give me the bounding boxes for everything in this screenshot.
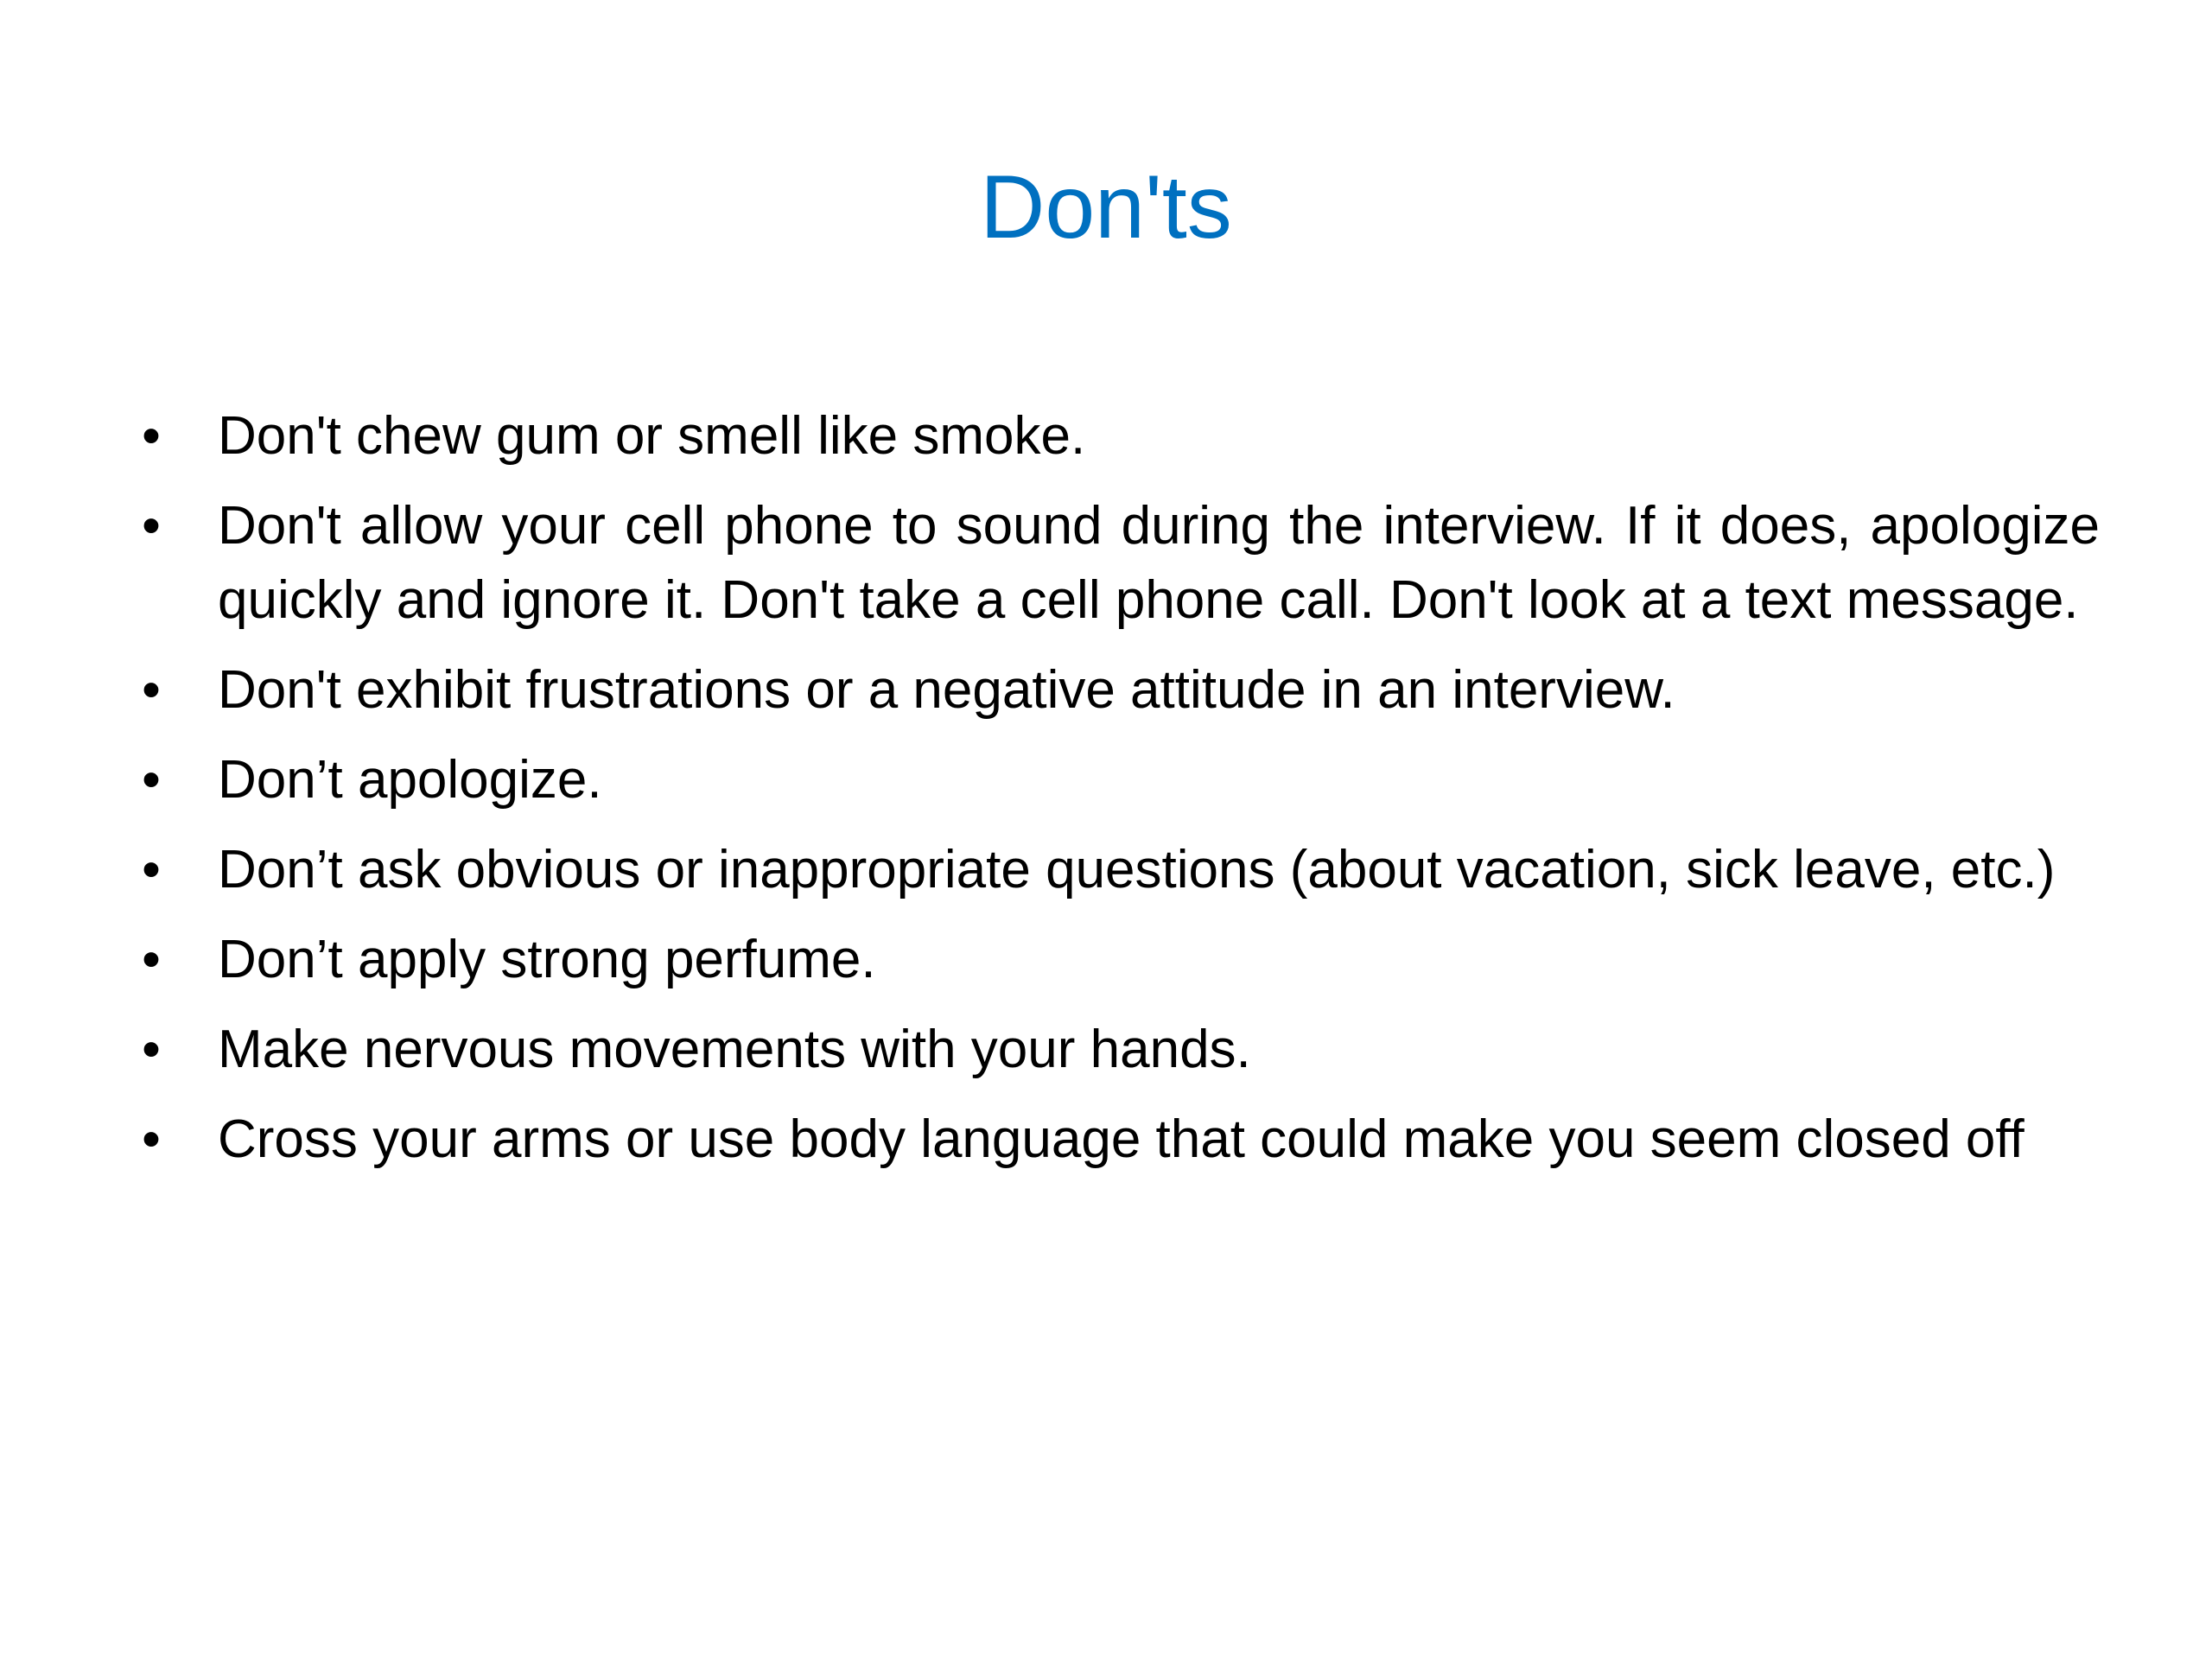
bullet-icon: • — [142, 1109, 161, 1169]
list-item — [121, 1103, 2100, 1177]
slide-title: Don'ts — [980, 157, 1232, 257]
bullet-icon: • — [142, 840, 161, 899]
bullet-text: Don't chew gum or smell like smoke. — [218, 406, 1086, 466]
bullet-icon: • — [142, 496, 161, 556]
bullet-text: Cross your arms or use body language that could make you seem closed off — [218, 1109, 2024, 1169]
list-item — [121, 833, 2100, 907]
list-item — [121, 1013, 2100, 1087]
bullet-list — [121, 399, 2100, 1192]
list-item — [121, 489, 2100, 638]
bullet-text: Don’t ask obvious or inappropriate questions (about vacation, sick leave, etc.) — [218, 840, 2056, 899]
bullet-icon: • — [142, 930, 161, 989]
bullet-text: Don’t apologize. — [218, 750, 602, 810]
list-item — [121, 399, 2100, 474]
list-item — [121, 653, 2100, 728]
list-item — [121, 923, 2100, 997]
bullet-icon: • — [142, 406, 161, 466]
bullet-text: Don’t apply strong perfume. — [218, 930, 876, 989]
bullet-icon: • — [142, 660, 161, 720]
bullet-icon: • — [142, 750, 161, 810]
list-item — [121, 743, 2100, 817]
bullet-text: Don't exhibit frustrations or a negative attitude in an interview. — [218, 660, 1675, 720]
bullet-text: Don't allow your cell phone to sound during the interview. If it does, apologize quickly and ignore it. Don't take a cell phone call. Don't look at a text message. — [218, 496, 2100, 630]
bullet-text: Make nervous movements with your hands. — [218, 1020, 1251, 1079]
bullet-icon: • — [142, 1020, 161, 1079]
